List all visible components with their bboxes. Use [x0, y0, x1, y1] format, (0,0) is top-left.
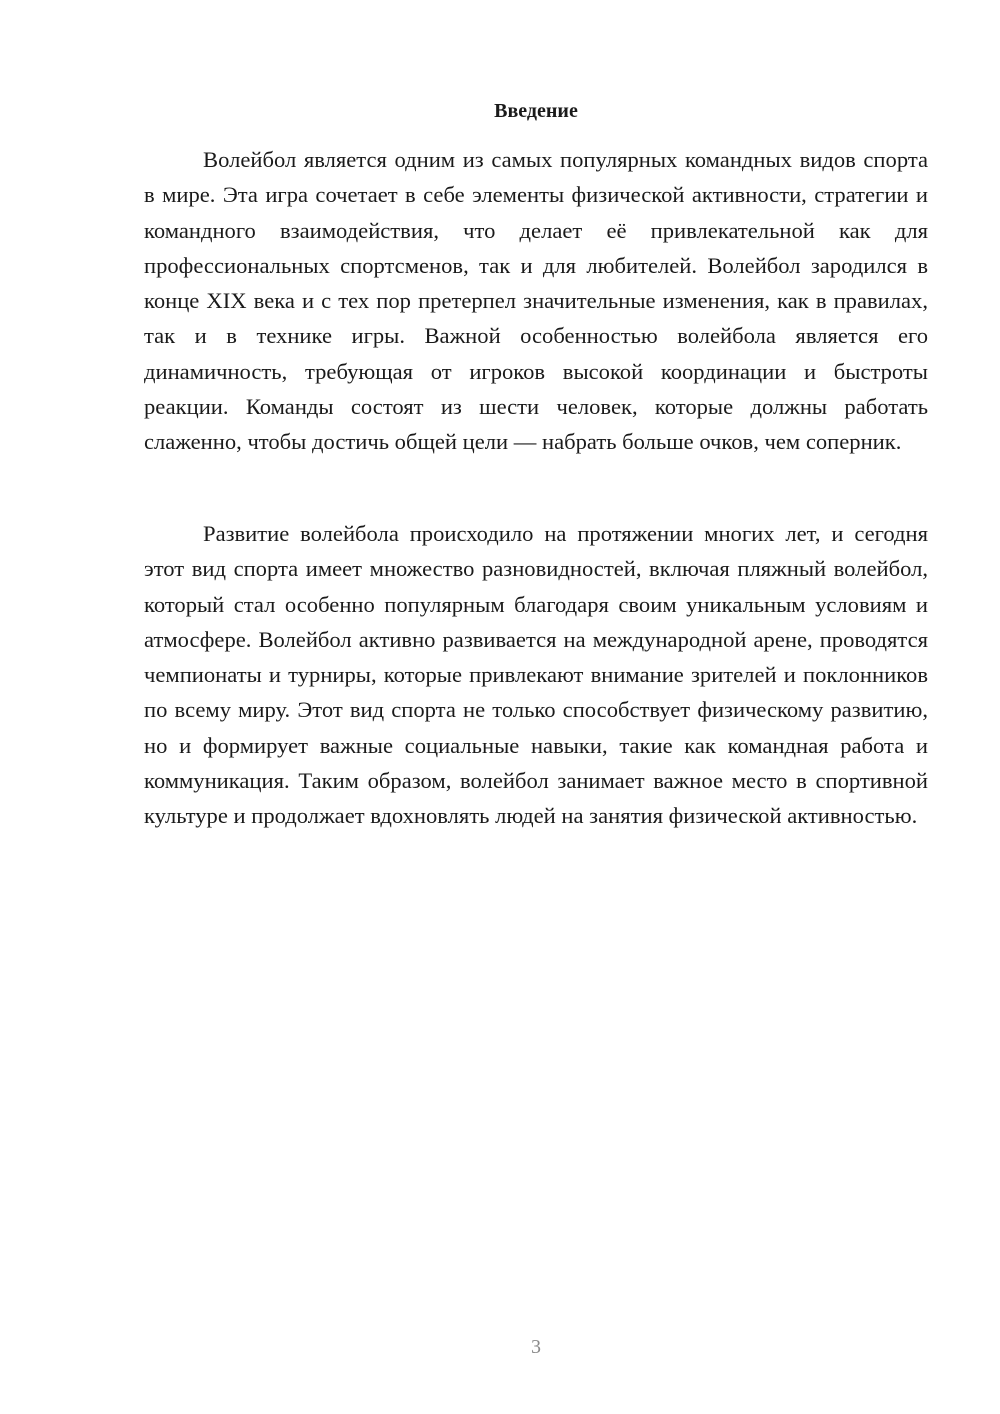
- body-paragraph-2: Развитие волейбола происходило на протяжении многих лет, и сегодня этот вид спорта имеет множество разновидностей, включая пляжный волейбол, который стал особенно популярным благодаря своим уникальным условиям и атмосфере. Волейбол активно развивается на международной арене, проводятся чемпионаты и турниры, которые привлекают внимание зрителей и поклонников по всему миру. Этот вид спорта не только способствует физическому развитию, но и формирует важные социальные навыки, такие как командная работа и коммуникация. Таким образом, волейбол занимает важное место в спортивной культуре и продолжает вдохновлять людей на занятия физической активностью.: [144, 521, 928, 829]
- page-number: 3: [531, 1336, 541, 1358]
- body-paragraph-1: Волейбол является одним из самых популярных командных видов спорта в мире. Эта игра сочетает в себе элементы физической активности, стратегии и командного взаимодействия, что делает её привлекательной как для профессиональных спортсменов, так и для любителей. Волейбол зародился в конце XIX века и с тех пор претерпел значительные изменения, как в правилах, так и в технике игры. Важной особенностью волейбола является его динамичность, требующая от игроков высокой координации и быстроты реакции. Команды состоят из шести человек, которые должны работать слаженно, чтобы достичь общей цели — набрать больше очков, чем соперник.: [144, 147, 928, 455]
- section-heading: Введение: [494, 100, 578, 122]
